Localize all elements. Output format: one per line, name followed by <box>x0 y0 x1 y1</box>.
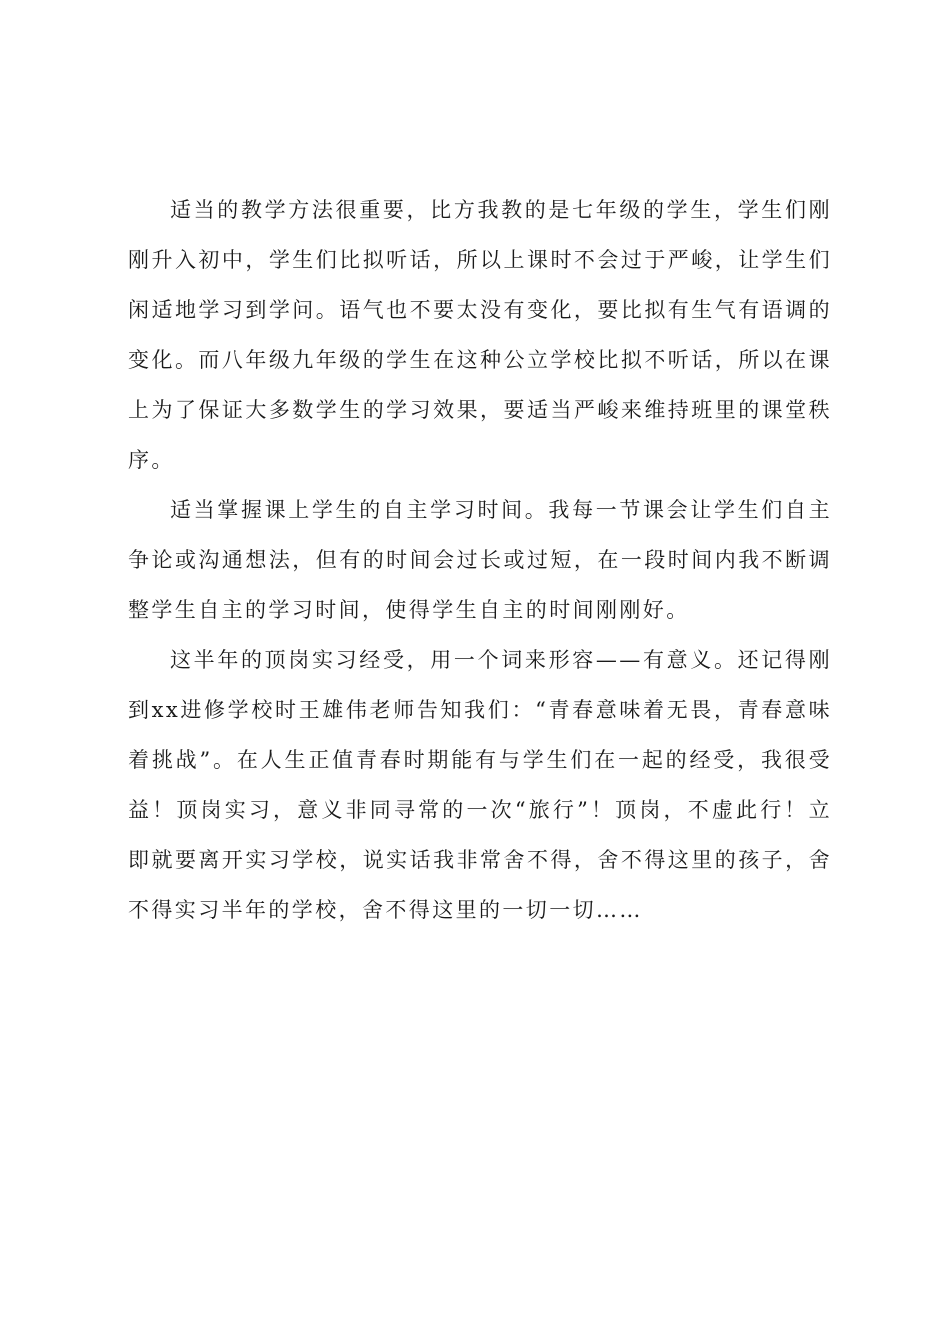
paragraph-3: 这半年的顶岗实习经受，用一个词来形容——有意义。还记得刚到xx进修学校时王雄伟老师告知我们：“青春意味着无畏，青春意味着挑战”。在人生正值青春时期能有与学生们在一起的经受，我很受益！顶岗实习，意义非同寻常的一次“旅行”！顶岗，不虚此行！立即就要离开实习学校，说实话我非常舍不得，舍不得这里的孩子，舍不得实习半年的学校，舍不得这里的一切一切…… <box>128 648 832 922</box>
paragraph-1: 适当的教学方法很重要，比方我教的是七年级的学生，学生们刚刚升入初中，学生们比拟听话，所以上课时不会过于严峻，让学生们闲适地学习到学问。语气也不要太没有变化，要比拟有生气有语调的变化。而八年级九年级的学生在这种公立学校比拟不听话，所以在课上为了保证大多数学生的学习效果，要适当严峻来维持班里的课堂秩序。 <box>128 198 832 472</box>
paragraph-2: 适当掌握课上学生的自主学习时间。我每一节课会让学生们自主争论或沟通想法，但有的时间会过长或过短，在一段时间内我不断调整学生自主的学习时间，使得学生自主的时间刚刚好。 <box>128 498 832 622</box>
document-body <box>128 185 832 935</box>
